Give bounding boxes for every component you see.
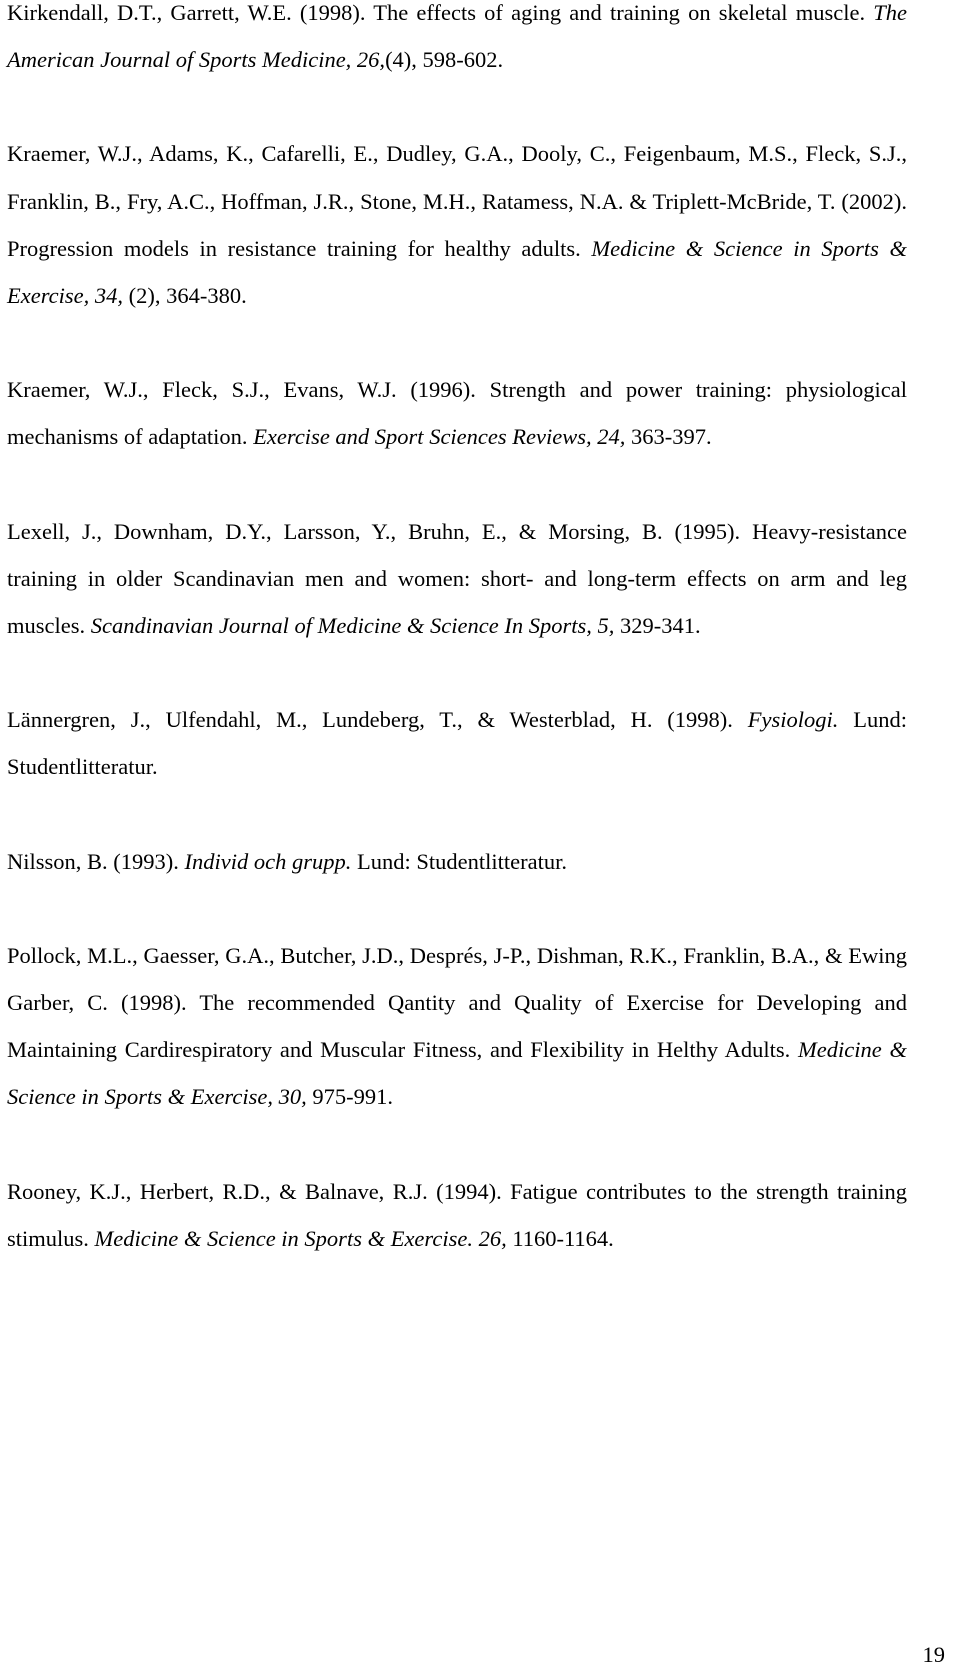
reference-details: (2), 364-380. bbox=[123, 283, 247, 309]
reference-journal: Medicine & Science in Sports & Exercise, 34, bbox=[7, 235, 908, 309]
reference-authors-title: Lexell, J., Downham, D.Y., Larsson, Y., Bruhn, E., & Morsing, B. (1995). Heavy-resistance training in older Scandinavian men and women: short- and long-term effects on arm and leg muscles. bbox=[7, 518, 907, 639]
reference-authors-title: Kraemer, W.J., Fleck, S.J., Evans, W.J. (1996). Strength and power training: physiological mechanisms of adaptation. bbox=[7, 377, 907, 450]
reference-authors-title: Kraemer, W.J., Adams, K., Cafarelli, E., Dudley, G.A., Dooly, C., Feigenbaum, M.S., Fleck, S.J., Franklin, B., Fry, A.C., Hoffman, J.R., Stone, M.H., Ratamess, N.A. & Triplett-McBride, T. (2002). Progression models in resistance training for healthy adults. bbox=[7, 141, 907, 261]
reference-details: (4), 598-602. bbox=[385, 47, 504, 73]
reference-details: 329-341. bbox=[614, 613, 701, 639]
reference-kraemer-1996 bbox=[7, 366, 907, 460]
reference-lannergren-1998 bbox=[7, 696, 907, 790]
reference-pollock-1998 bbox=[7, 932, 907, 1121]
reference-list bbox=[7, 0, 907, 1262]
reference-journal: Exercise and Sport Sciences Reviews, 24, bbox=[253, 424, 626, 450]
reference-journal: The American Journal of Sports Medicine, 26, bbox=[7, 0, 907, 73]
reference-journal: Scandinavian Journal of Medicine & Science In Sports, 5, bbox=[90, 613, 615, 639]
reference-kirkendall-1998 bbox=[7, 0, 907, 83]
reference-details: Lund: Studentlitteratur. bbox=[7, 707, 907, 780]
reference-lexell-1995 bbox=[7, 508, 907, 650]
reference-kraemer-2002 bbox=[7, 130, 907, 319]
reference-authors-title: Rooney, K.J., Herbert, R.D., & Balnave, R.J. (1994). Fatigue contributes to the strength training stimulus. bbox=[7, 1178, 907, 1251]
reference-book-title: Individ och grupp. bbox=[184, 848, 352, 874]
reference-journal: Medicine & Science in Sports & Exercise, 30, bbox=[7, 1037, 907, 1110]
reference-authors-title: Kirkendall, D.T., Garrett, W.E. (1998). The effects of aging and training on skeletal muscle. bbox=[7, 0, 874, 25]
page-number: 19 bbox=[922, 1642, 945, 1667]
reference-nilsson-1993 bbox=[7, 838, 907, 885]
reference-details: 363-397. bbox=[625, 424, 712, 450]
reference-details: Lund: Studentlitteratur. bbox=[351, 848, 567, 874]
reference-rooney-1994 bbox=[7, 1168, 907, 1262]
reference-book-title: Fysiologi. bbox=[747, 707, 839, 733]
reference-details: 1160-1164. bbox=[506, 1225, 614, 1251]
reference-details: 975-991. bbox=[306, 1084, 393, 1110]
reference-journal: Medicine & Science in Sports & Exercise. 26, bbox=[94, 1225, 507, 1251]
reference-authors-title: Nilsson, B. (1993). bbox=[7, 848, 185, 874]
reference-authors-title: Pollock, M.L., Gaesser, G.A., Butcher, J.D., Després, J-P., Dishman, R.K., Franklin, B.A., & Ewing Garber, C. (1998). The recommended Qantity and Quality of Exercise for Developing and Maintaining Cardirespiratory and Muscular Fitness, and Flexibility in Helthy Adults. bbox=[7, 942, 907, 1063]
reference-authors-title: Lännergren, J., Ulfendahl, M., Lundeberg, T., & Westerblad, H. (1998). bbox=[7, 707, 748, 733]
